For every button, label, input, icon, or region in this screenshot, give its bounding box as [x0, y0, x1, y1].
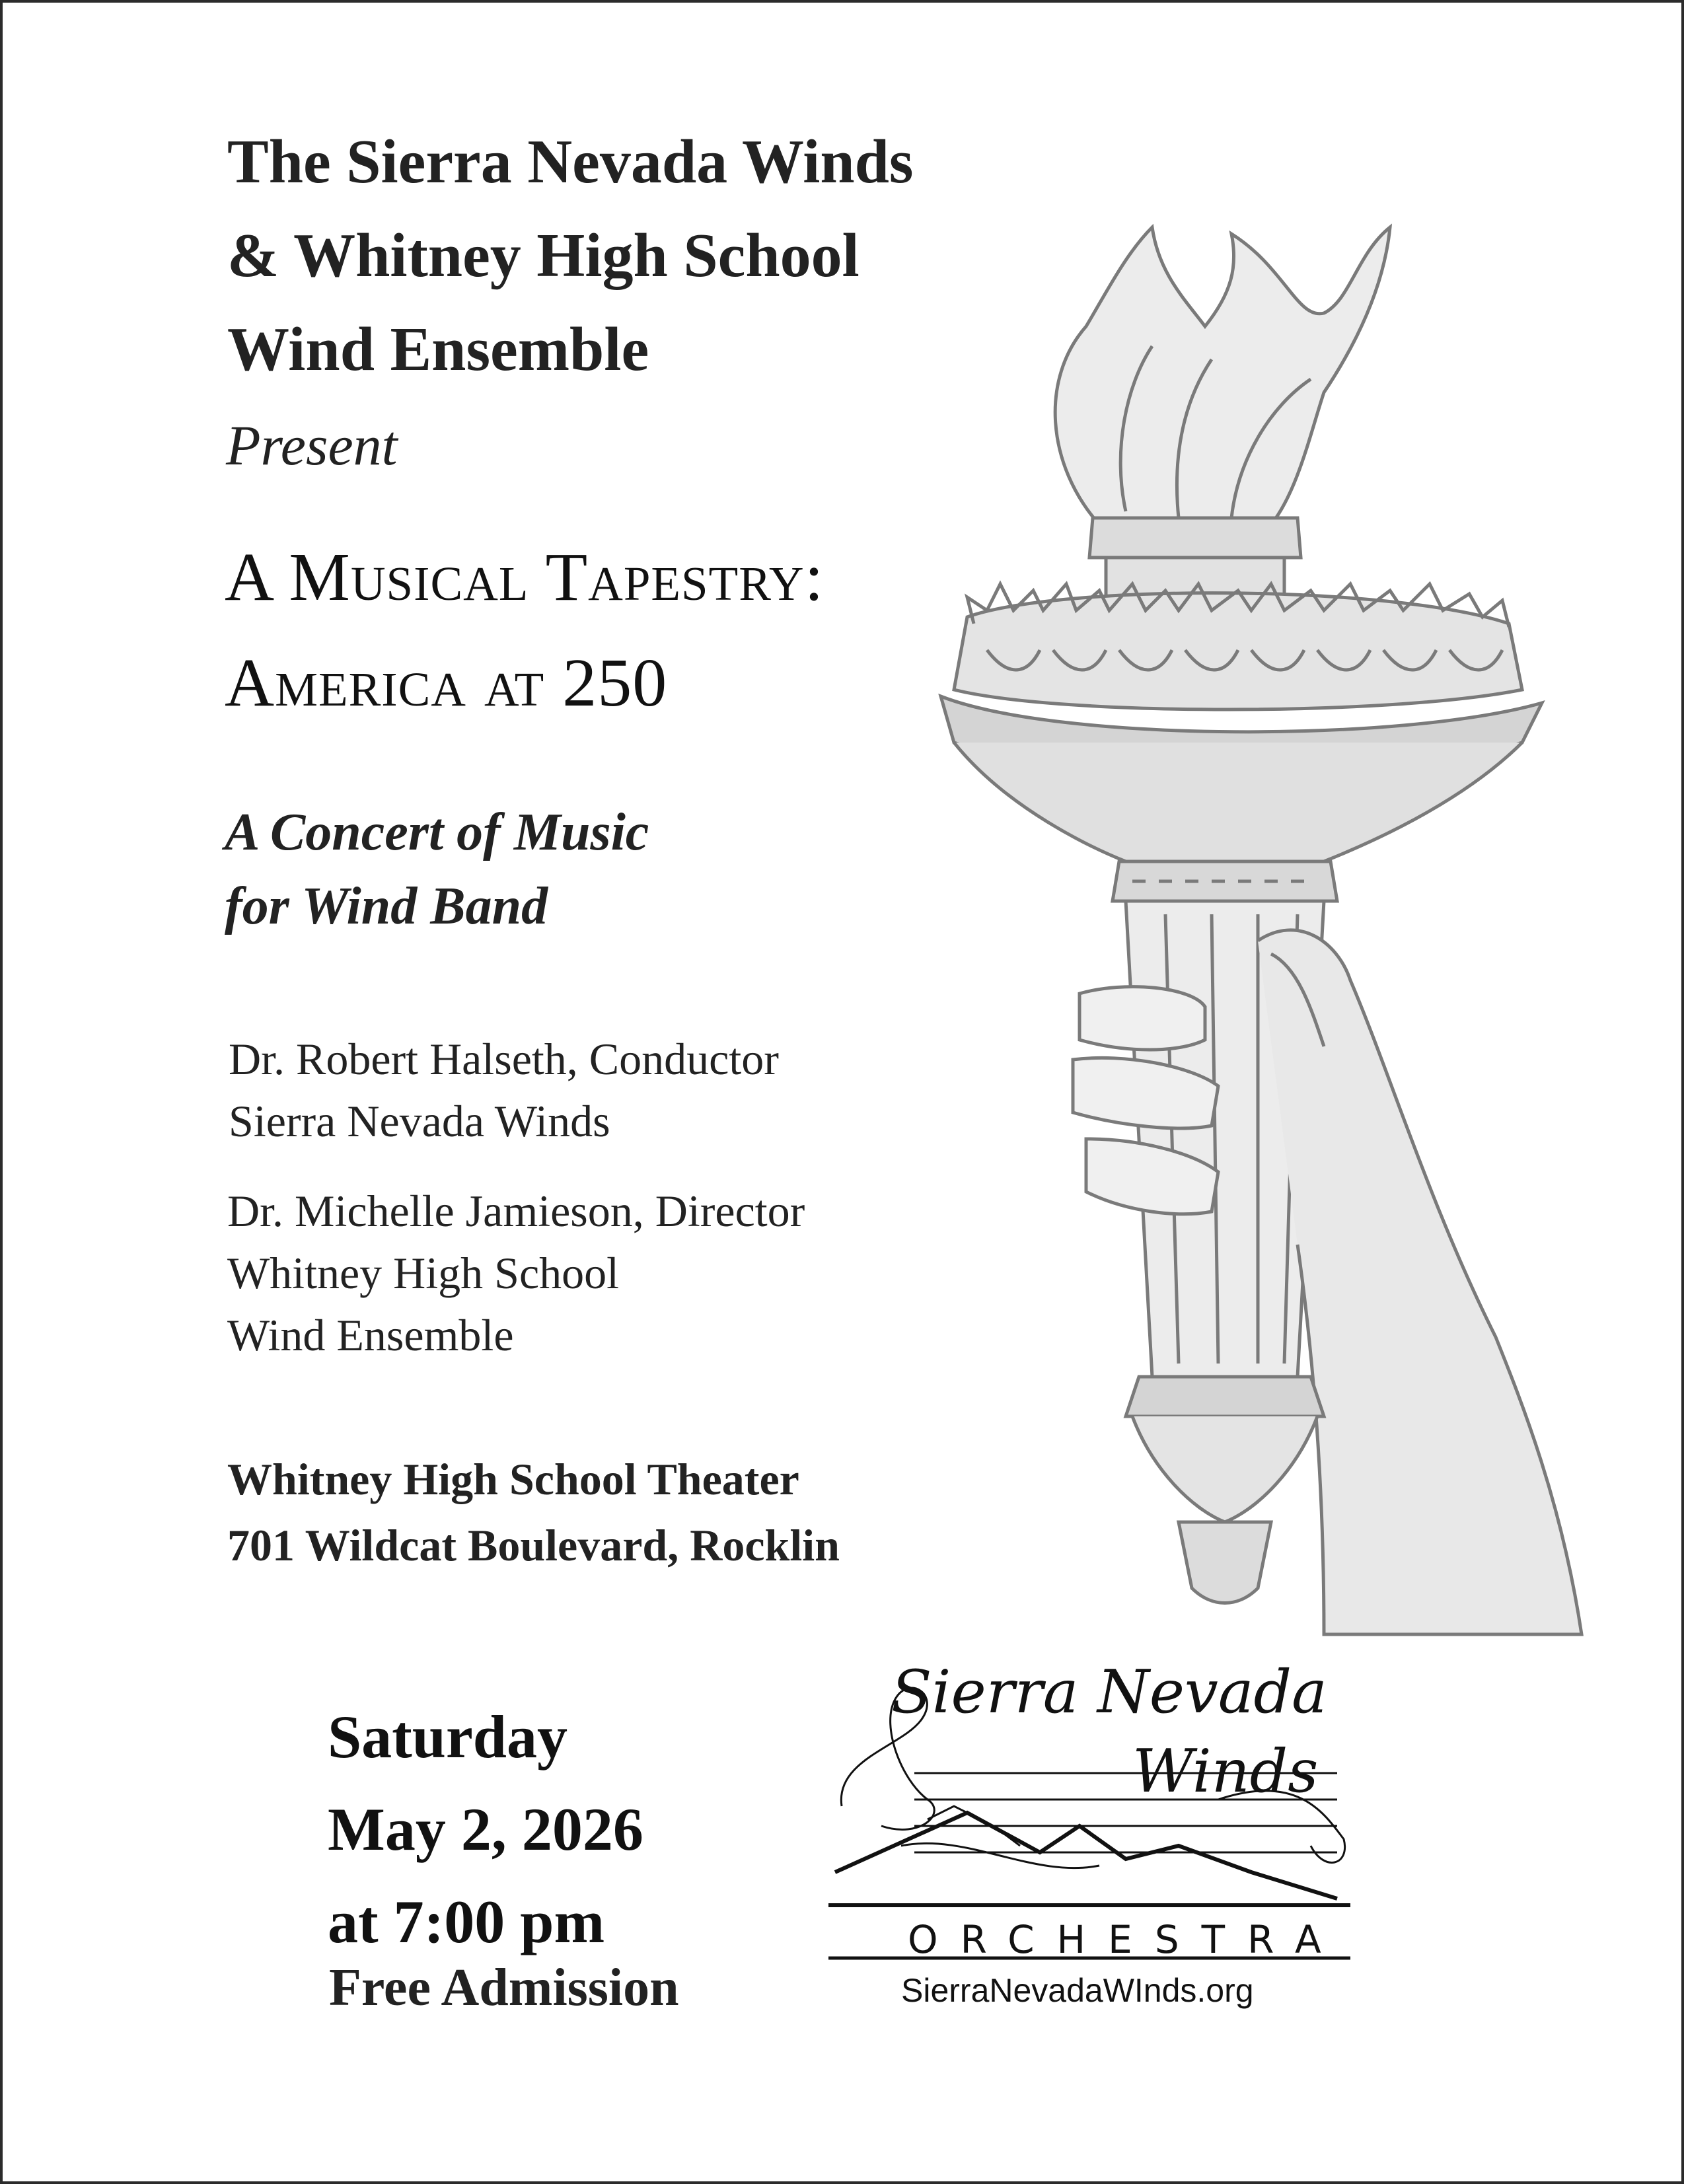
- sierra-nevada-winds-logo: [822, 1648, 1364, 2031]
- presenters-heading: [227, 115, 914, 396]
- admission-note: Free Admission: [329, 1959, 679, 2017]
- event-date: May 2, 2026: [328, 1796, 643, 1863]
- presenters-line-3: Wind Ensemble: [227, 315, 649, 384]
- director-credit: [227, 1180, 805, 1366]
- concert-title: [225, 525, 824, 736]
- concert-subtitle: [225, 795, 649, 943]
- presenters-line-1: The Sierra Nevada Winds: [227, 127, 914, 196]
- event-day: Saturday: [328, 1703, 567, 1770]
- conductor-credit: [229, 1028, 779, 1152]
- logo-website: SierraNevadaWInds.org: [901, 1972, 1254, 2009]
- logo-word-winds: Winds: [1132, 1737, 1319, 1806]
- subtitle-line-1: A Concert of Music: [225, 803, 649, 861]
- event-time: at 7:00 pm: [328, 1888, 605, 1955]
- venue-block: [227, 1446, 840, 1578]
- torch-illustration: [928, 214, 1588, 1648]
- conductor-name: Dr. Robert Halseth, Conductor: [229, 1034, 779, 1084]
- logo-word-orchestra: ORCHESTRA: [908, 1917, 1344, 1962]
- conductor-ensemble: Sierra Nevada Winds: [229, 1096, 610, 1146]
- subtitle-line-2: for Wind Band: [225, 877, 548, 935]
- concert-title-line-2: America at 250: [225, 645, 668, 721]
- director-school: Whitney High School: [227, 1248, 620, 1298]
- logo-word-sierra-nevada: Sierra Nevada: [891, 1657, 1327, 1727]
- venue-address: 701 Wildcat Boulevard, Rocklin: [227, 1520, 840, 1570]
- presenters-line-2: & Whitney High School: [227, 221, 860, 290]
- venue-name: Whitney High School Theater: [227, 1454, 799, 1504]
- present-label: Present: [226, 414, 398, 477]
- director-ensemble: Wind Ensemble: [227, 1310, 514, 1360]
- event-datetime: [328, 1691, 643, 1968]
- director-name: Dr. Michelle Jamieson, Director: [227, 1186, 805, 1236]
- concert-title-line-1: A Musical Tapestry:: [225, 539, 824, 615]
